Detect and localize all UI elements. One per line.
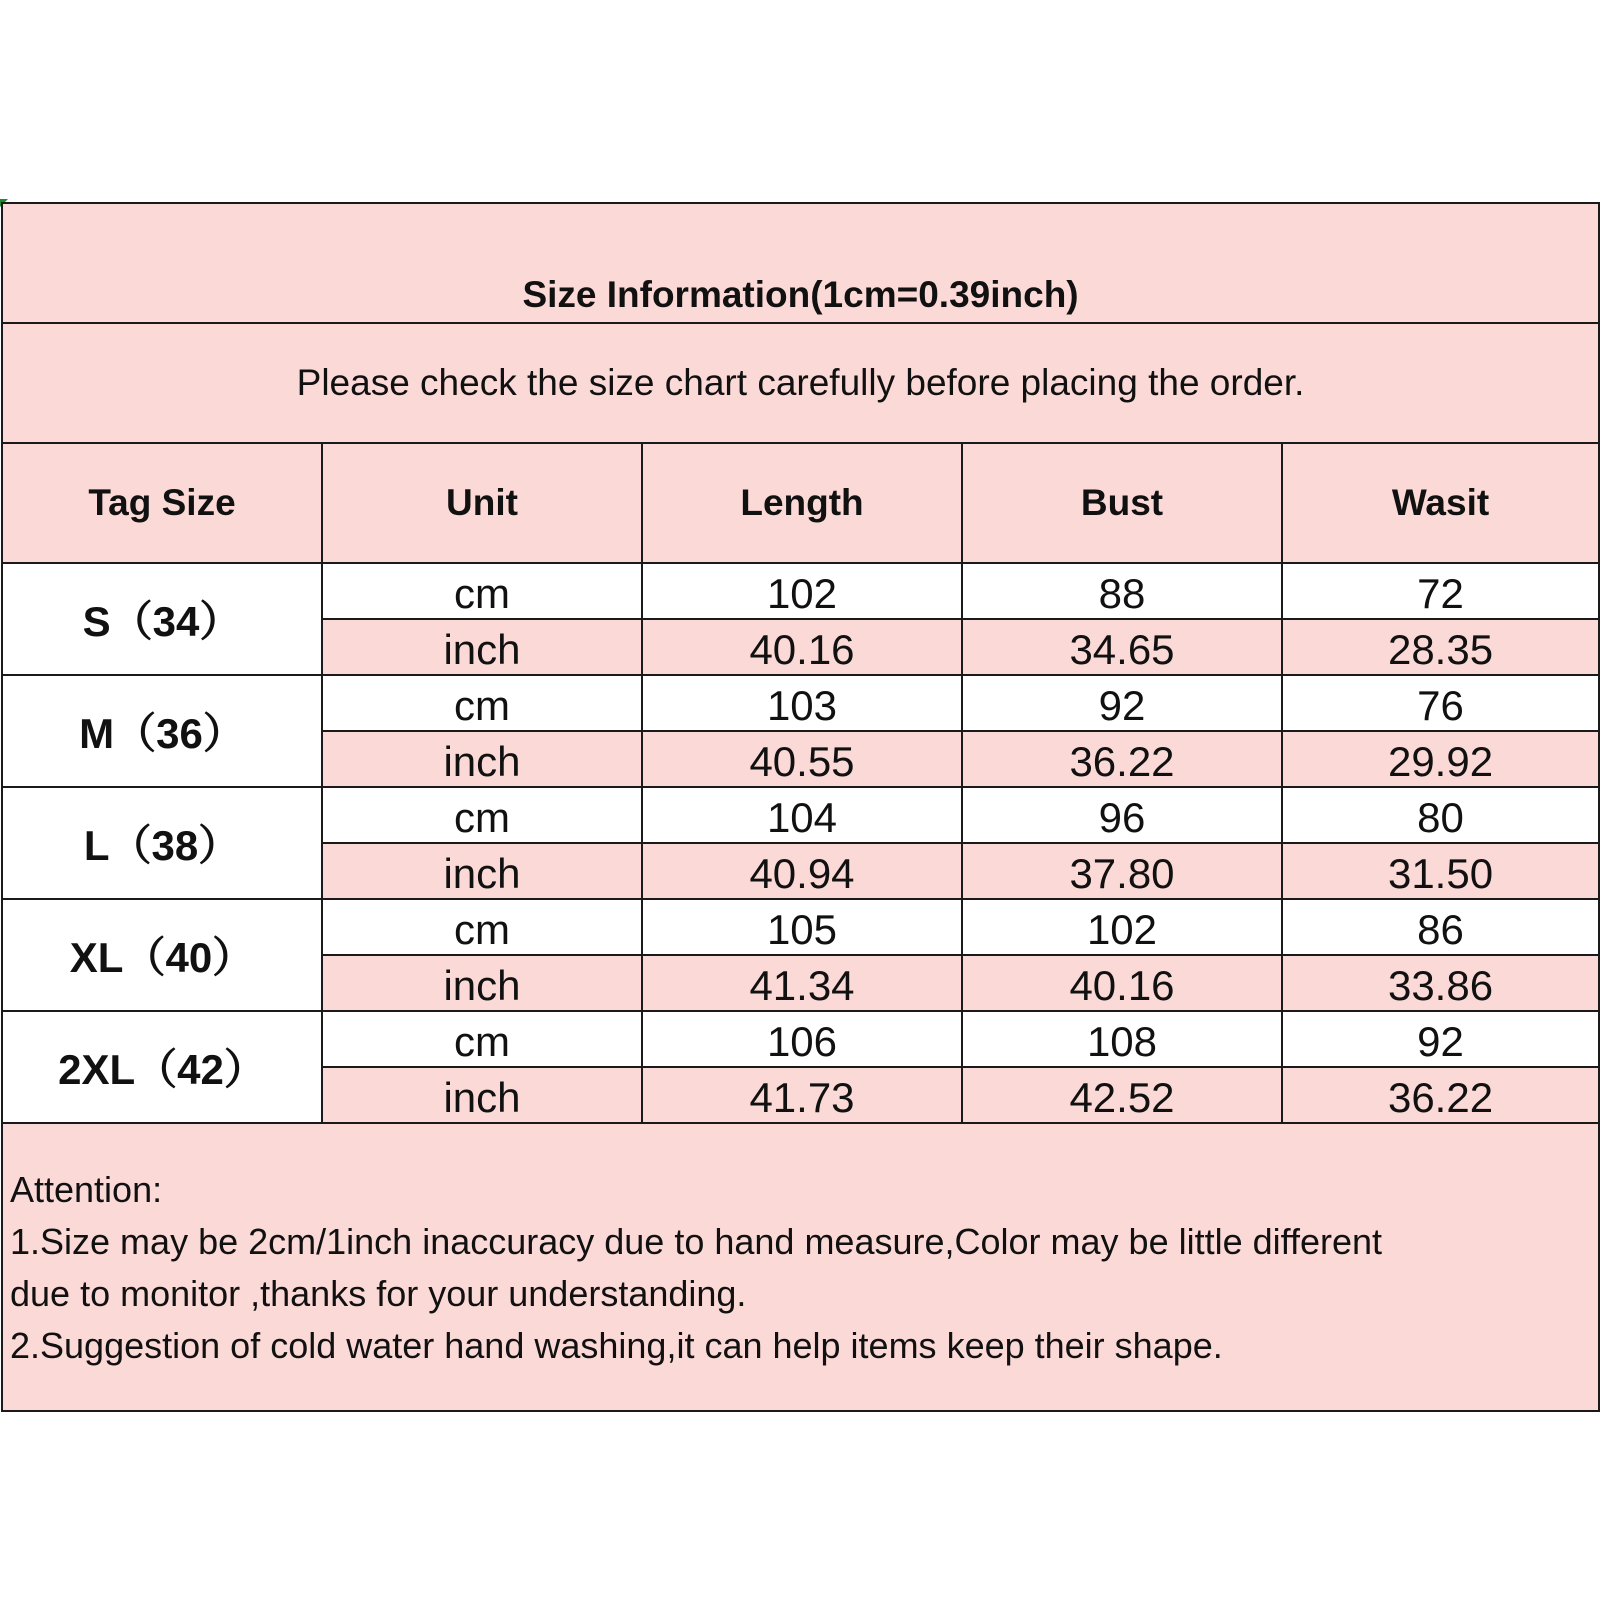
unit-cell: inch: [322, 619, 642, 675]
bust-cell: 96: [962, 787, 1282, 843]
waist-cell: 86: [1282, 899, 1599, 955]
size-row-cm: [2, 787, 1599, 843]
header-length: Length: [642, 443, 962, 563]
bust-cell: 37.80: [962, 843, 1282, 899]
size-row-cm: [2, 563, 1599, 619]
attention-line-1b: due to monitor ,thanks for your understanding.: [10, 1273, 747, 1314]
header-waist: Wasit: [1282, 443, 1599, 563]
size-row-cm: [2, 1011, 1599, 1067]
waist-cell: 31.50: [1282, 843, 1599, 899]
size-row-cm: [2, 899, 1599, 955]
unit-cell: inch: [322, 1067, 642, 1123]
size-chart-table: [1, 202, 1600, 1412]
attention-line-2: 2.Suggestion of cold water hand washing,it can help items keep their shape.: [10, 1325, 1223, 1366]
attention-line-1a: 1.Size may be 2cm/1inch inaccuracy due to hand measure,Color may be little different: [10, 1221, 1383, 1262]
length-cell: 40.94: [642, 843, 962, 899]
waist-cell: 36.22: [1282, 1067, 1599, 1123]
tag-size-cell: L（38）: [2, 787, 322, 899]
waist-cell: 33.86: [1282, 955, 1599, 1011]
length-cell: 103: [642, 675, 962, 731]
bust-cell: 34.65: [962, 619, 1282, 675]
waist-cell: 76: [1282, 675, 1599, 731]
header-unit: Unit: [322, 443, 642, 563]
header-bust: Bust: [962, 443, 1282, 563]
waist-cell: 29.92: [1282, 731, 1599, 787]
length-cell: 41.73: [642, 1067, 962, 1123]
waist-cell: 28.35: [1282, 619, 1599, 675]
bust-cell: 108: [962, 1011, 1282, 1067]
bust-cell: 92: [962, 675, 1282, 731]
tag-size-cell: M（36）: [2, 675, 322, 787]
waist-cell: 72: [1282, 563, 1599, 619]
chart-title: Size Information(1cm=0.39inch): [2, 203, 1599, 323]
unit-cell: cm: [322, 563, 642, 619]
unit-cell: cm: [322, 675, 642, 731]
attention-heading: Attention:: [10, 1169, 163, 1210]
chart-subtitle: Please check the size chart carefully before placing the order.: [2, 323, 1599, 443]
length-cell: 40.16: [642, 619, 962, 675]
tag-size-cell: XL（40）: [2, 899, 322, 1011]
unit-cell: cm: [322, 787, 642, 843]
bust-cell: 36.22: [962, 731, 1282, 787]
bust-cell: 102: [962, 899, 1282, 955]
waist-cell: 80: [1282, 787, 1599, 843]
length-cell: 41.34: [642, 955, 962, 1011]
header-tag-size: Tag Size: [2, 443, 322, 563]
unit-cell: inch: [322, 843, 642, 899]
length-cell: 104: [642, 787, 962, 843]
unit-cell: inch: [322, 955, 642, 1011]
length-cell: 106: [642, 1011, 962, 1067]
unit-cell: inch: [322, 731, 642, 787]
length-cell: 105: [642, 899, 962, 955]
length-cell: 40.55: [642, 731, 962, 787]
size-row-cm: [2, 675, 1599, 731]
attention-notes: [2, 1123, 1599, 1411]
tag-size-cell: S（34）: [2, 563, 322, 675]
unit-cell: cm: [322, 899, 642, 955]
length-cell: 102: [642, 563, 962, 619]
unit-cell: cm: [322, 1011, 642, 1067]
bust-cell: 42.52: [962, 1067, 1282, 1123]
bust-cell: 88: [962, 563, 1282, 619]
waist-cell: 92: [1282, 1011, 1599, 1067]
tag-size-cell: 2XL（42）: [2, 1011, 322, 1123]
bust-cell: 40.16: [962, 955, 1282, 1011]
